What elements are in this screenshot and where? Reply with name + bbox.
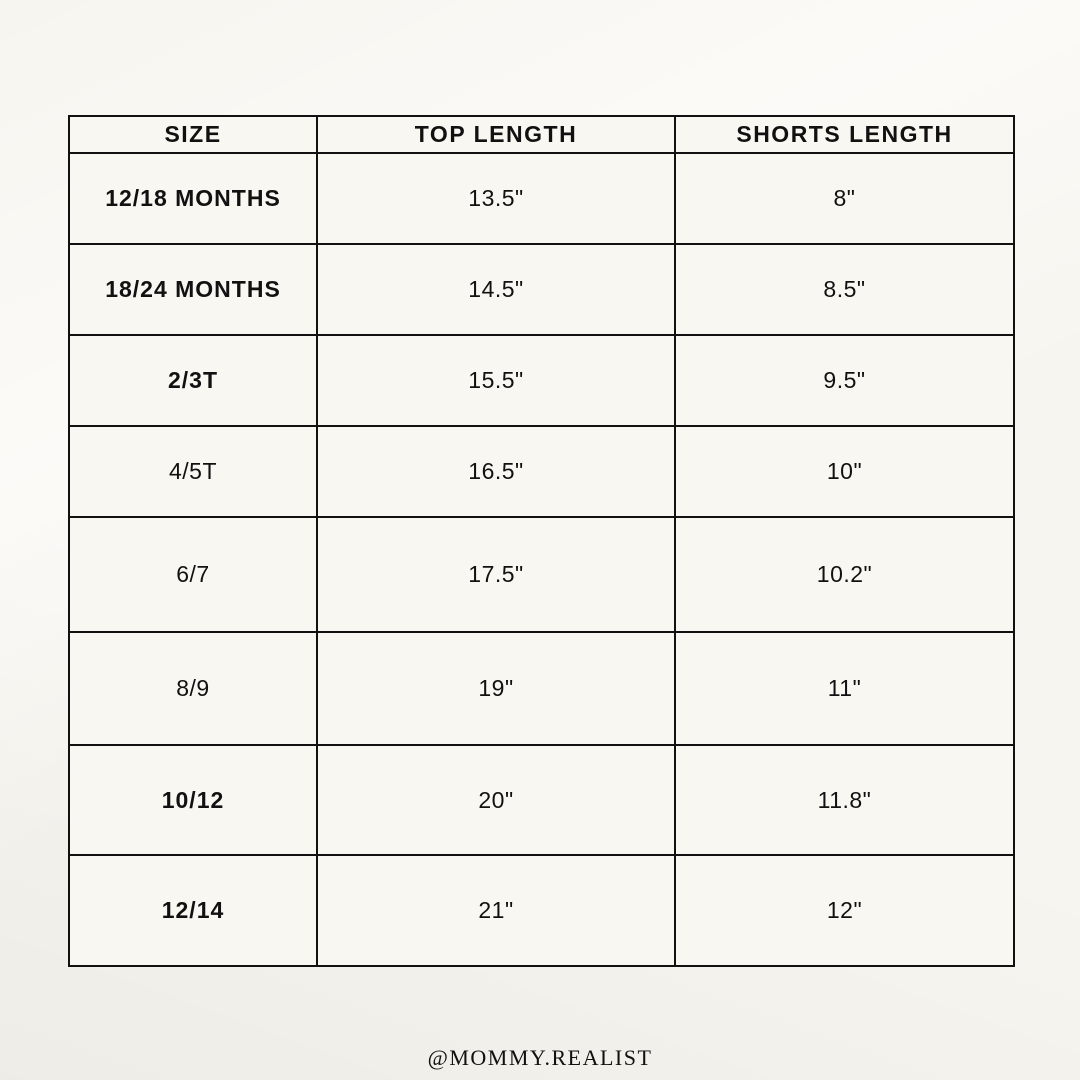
shorts-length-cell: 10.2" (675, 517, 1014, 632)
size-cell: 10/12 (69, 745, 317, 855)
size-cell: 4/5T (69, 426, 317, 517)
top-length-cell: 14.5" (317, 244, 675, 335)
size-cell: 18/24 MONTHS (69, 244, 317, 335)
shorts-length-cell: 10" (675, 426, 1014, 517)
header-size: SIZE (69, 116, 317, 153)
table-header-row (69, 116, 1014, 153)
table-row (69, 632, 1014, 745)
table-row (69, 745, 1014, 855)
shorts-length-cell: 12" (675, 855, 1014, 966)
shorts-length-cell: 11.8" (675, 745, 1014, 855)
top-length-cell: 15.5" (317, 335, 675, 426)
top-length-cell: 13.5" (317, 153, 675, 244)
top-length-cell: 17.5" (317, 517, 675, 632)
size-cell: 12/18 MONTHS (69, 153, 317, 244)
size-cell: 6/7 (69, 517, 317, 632)
size-cell: 8/9 (69, 632, 317, 745)
table-row (69, 517, 1014, 632)
table-row (69, 244, 1014, 335)
header-top-length: TOP LENGTH (317, 116, 675, 153)
table-row (69, 335, 1014, 426)
top-length-cell: 19" (317, 632, 675, 745)
top-length-cell: 16.5" (317, 426, 675, 517)
top-length-cell: 20" (317, 745, 675, 855)
header-shorts-length: SHORTS LENGTH (675, 116, 1014, 153)
size-chart-table (68, 115, 1015, 967)
table-row (69, 426, 1014, 517)
shorts-length-cell: 8" (675, 153, 1014, 244)
top-length-cell: 21" (317, 855, 675, 966)
size-cell: 2/3T (69, 335, 317, 426)
footer-handle: @MOMMY.REALIST (427, 1045, 653, 1070)
shorts-length-cell: 9.5" (675, 335, 1014, 426)
shorts-length-cell: 8.5" (675, 244, 1014, 335)
size-cell: 12/14 (69, 855, 317, 966)
table-row (69, 153, 1014, 244)
shorts-length-cell: 11" (675, 632, 1014, 745)
table-row (69, 855, 1014, 966)
